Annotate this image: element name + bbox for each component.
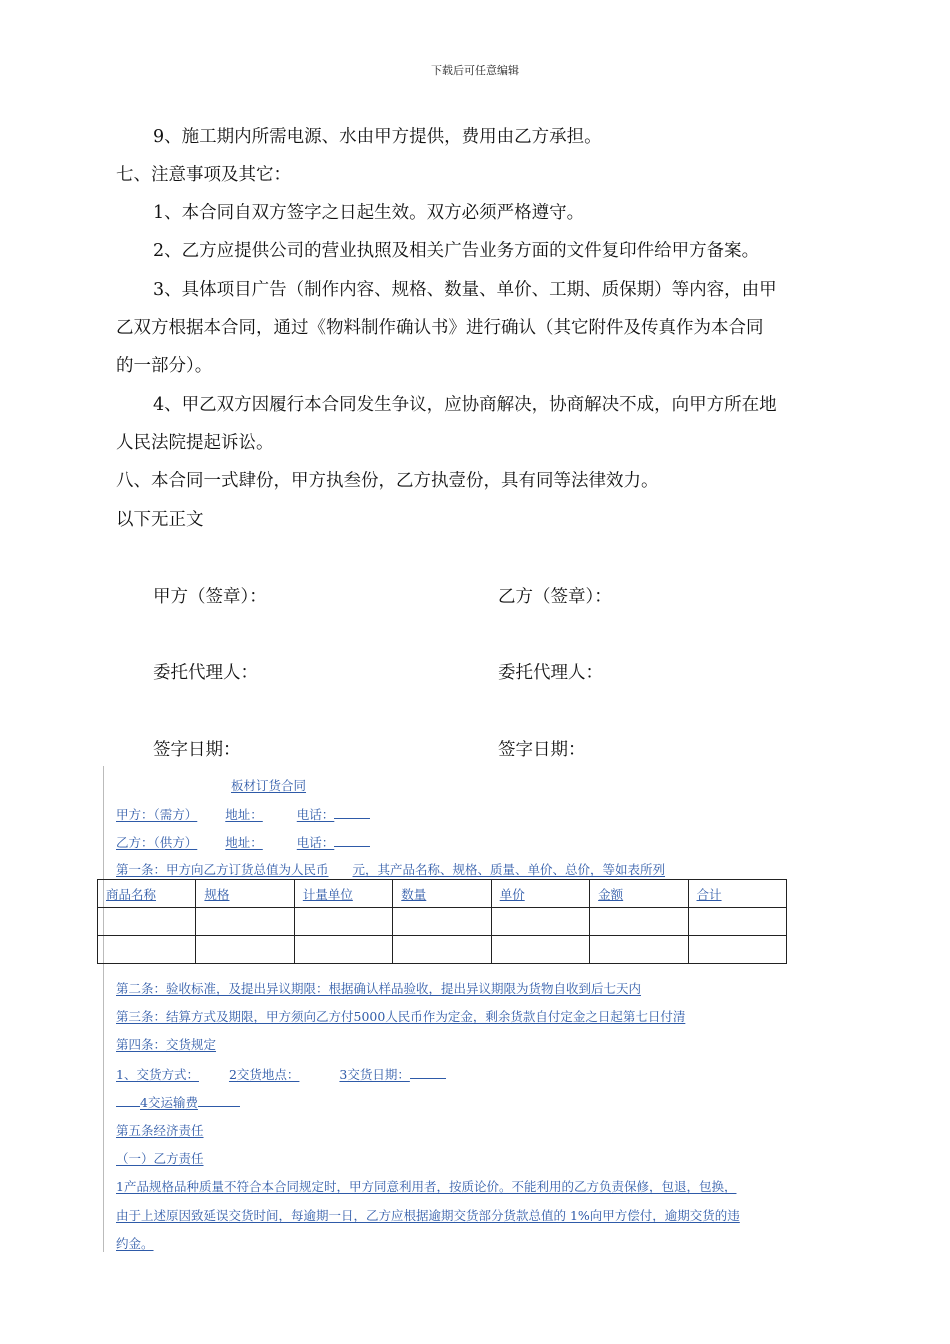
article-4: 第四条：交货规定 <box>116 1037 217 1052</box>
article-3: 第三条：结算方式及期限，甲方须向乙方付5000人民币作为定金，剩余货款自付定金之日起第七日付清 <box>116 1009 686 1024</box>
table-cell <box>491 936 589 964</box>
table-header-cell: 规格 <box>196 880 294 908</box>
party-a-seal: 甲方（签章）： <box>153 587 267 607</box>
agent-a: 委托代理人： <box>153 663 258 683</box>
party-b-line <box>116 834 370 851</box>
party-a-phone-label: 电话： <box>296 807 335 822</box>
table-header-row <box>98 880 787 908</box>
delivery-terms <box>116 1066 446 1083</box>
clause-1: 1、本合同自双方签字之日起生效。双方必须严格遵守。 <box>153 203 585 223</box>
transport-fee-line <box>116 1094 240 1111</box>
table-header-cell: 商品名称 <box>98 880 196 908</box>
page-header: 下载后可任意编辑 <box>431 64 519 77</box>
table-cell <box>294 908 392 936</box>
table-header-cell: 数量 <box>393 880 491 908</box>
liability-line-3: 约金。 <box>116 1236 154 1251</box>
transport-fee: 4交运输费 <box>140 1095 198 1110</box>
table-row <box>98 936 787 964</box>
date-b: 签字日期： <box>498 740 586 760</box>
party-b-seal: 乙方（签章）： <box>498 587 612 607</box>
party-a-address-label: 地址： <box>225 807 263 822</box>
table-cell <box>393 908 491 936</box>
section-7-heading: 七、注意事项及其它： <box>116 165 291 185</box>
table-header-cell: 金额 <box>590 880 688 908</box>
section-8: 八、本合同一式肆份，甲方执叁份，乙方执壹份，具有同等法律效力。 <box>116 471 659 491</box>
table-cell <box>590 936 688 964</box>
seller-liability-heading: （一）乙方责任 <box>116 1151 204 1166</box>
table-cell <box>590 908 688 936</box>
liability-line-2: 由于上述原因致延误交货时间，每逾期一日，乙方应根据逾期交货部分货款总值的 1%向甲方偿付，逾期交货的违 <box>116 1208 740 1223</box>
clause-4-line-2: 人民法院提起诉讼。 <box>116 433 274 453</box>
article-1-part-1: 第一条：甲方向乙方订货总值为人民币 <box>116 862 329 877</box>
table-cell <box>393 936 491 964</box>
clause-3-line-3: 的一部分）。 <box>116 356 213 376</box>
table-cell <box>196 908 294 936</box>
article-1 <box>116 862 665 878</box>
delivery-method: 1、交货方式： <box>116 1067 199 1082</box>
table-row <box>98 908 787 936</box>
table-header-cell: 合计 <box>688 880 786 908</box>
end-of-text: 以下无正文 <box>116 510 204 530</box>
order-contract-title: 板材订货合同 <box>231 778 307 793</box>
clause-2: 2、乙方应提供公司的营业执照及相关广告业务方面的文件复印件给甲方备案。 <box>153 241 760 261</box>
table-cell <box>688 908 786 936</box>
clause-3-line-2: 乙双方根据本合同，通过《物料制作确认书》进行确认（其它附件及传真作为本合同 <box>116 318 764 338</box>
clause-3-line-1: 3、具体项目广告（制作内容、规格、数量、单价、工期、质保期）等内容，由甲 <box>153 280 777 300</box>
goods-table <box>97 879 787 964</box>
table-cell <box>491 908 589 936</box>
party-a-line <box>116 806 370 823</box>
table-cell <box>294 936 392 964</box>
clause-4-line-1: 4、甲乙双方因履行本合同发生争议，应协商解决，协商解决不成，向甲方所在地 <box>153 395 777 415</box>
article-2: 第二条：验收标准，及提出异议期限：根据确认样品验收，提出异议期限为货物自收到后七天内 <box>116 981 642 996</box>
table-header-cell: 单价 <box>491 880 589 908</box>
delivery-date: 3交货日期： <box>339 1067 410 1082</box>
table-header-cell: 计量单位 <box>294 880 392 908</box>
left-margin-rule <box>103 766 104 1252</box>
delivery-place: 2交货地点： <box>228 1067 300 1082</box>
table-cell <box>688 936 786 964</box>
table-cell <box>98 908 196 936</box>
table-cell <box>196 936 294 964</box>
date-a: 签字日期： <box>153 740 241 760</box>
party-b-phone-label: 电话： <box>296 835 335 850</box>
party-a-label: 甲方：（需方） <box>116 807 198 822</box>
clause-9: 9、施工期内所需电源、水由甲方提供，费用由乙方承担。 <box>153 127 602 147</box>
article-5: 第五条经济责任 <box>116 1123 204 1138</box>
party-b-address-label: 地址： <box>225 835 263 850</box>
table-cell <box>98 936 196 964</box>
article-1-part-2: 元，其产品名称、规格、质量、单价、总价，等如表所列 <box>352 862 666 877</box>
agent-b: 委托代理人： <box>498 663 603 683</box>
liability-line-1: 1产品规格品种质量不符合本合同规定时，甲方同意利用者，按质论价。不能利用的乙方负责保修，包退，包换， <box>116 1179 737 1194</box>
party-b-label: 乙方：（供方） <box>116 835 198 850</box>
